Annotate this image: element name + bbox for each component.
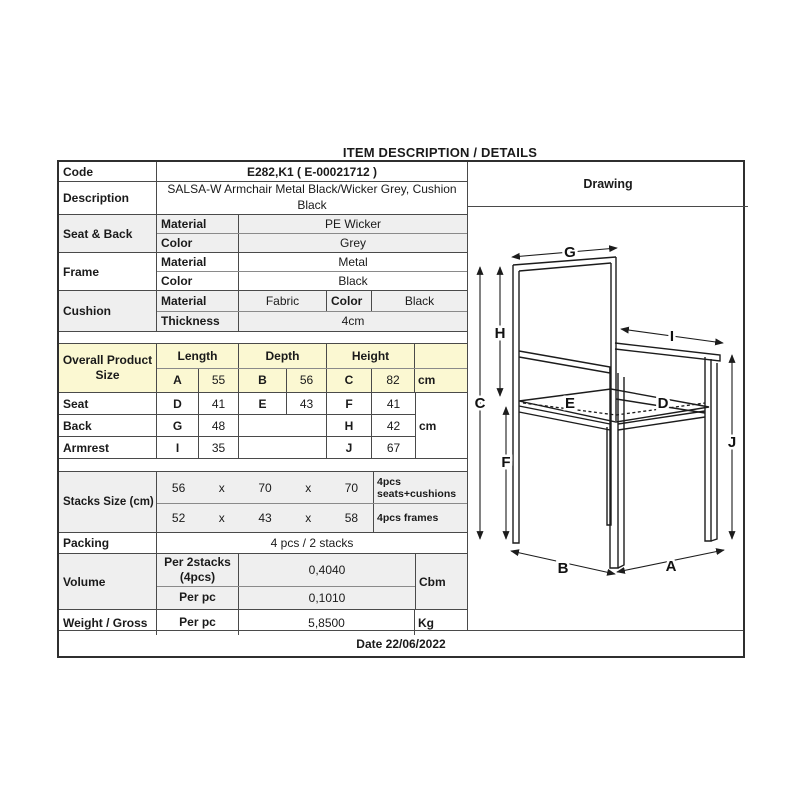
stack-x: x <box>218 511 225 526</box>
cushion-color-label: Color <box>327 291 372 311</box>
dim-key-g: G <box>157 415 199 436</box>
dim-key-b: B <box>239 369 287 393</box>
dim-value-h: 42 <box>386 418 401 433</box>
seat-back-color-value: Grey <box>339 236 366 250</box>
stack-dim: 43 <box>258 511 272 526</box>
stack-dim: 58 <box>344 511 359 526</box>
weight-sub-label: Per pc <box>157 610 239 635</box>
weight-unit: Kg <box>418 615 434 630</box>
cushion-material-label: Material <box>157 291 239 311</box>
overall-size-body <box>157 344 467 392</box>
weight-value: 5,8500 <box>239 610 415 635</box>
table-row <box>59 437 415 458</box>
overall-size-values <box>157 369 467 393</box>
dim-key-a: A <box>157 369 199 393</box>
table-row <box>157 272 467 290</box>
frame-color-value: Black <box>338 274 368 288</box>
table-row <box>157 504 467 532</box>
table-row <box>157 312 467 332</box>
back-row-label: Back <box>59 415 157 436</box>
dim-key-c: C <box>327 369 372 393</box>
dim-value-f: 41 <box>386 396 401 411</box>
stack-dimensions <box>157 504 374 532</box>
weight-label: Weight / Gross <box>59 610 157 635</box>
part-sizes-rows <box>59 393 415 458</box>
stack-x: x <box>305 511 312 526</box>
overall-size-header-section <box>59 344 467 393</box>
dim-key-j: J <box>327 437 372 458</box>
cushion-body <box>157 291 467 331</box>
armrest-row-label: Armrest <box>59 437 157 458</box>
stack-note: 4pcs seats+cushions <box>377 475 457 500</box>
volume-row1-value: 0,4040 <box>308 563 346 578</box>
seat-back-body <box>157 215 467 252</box>
overall-size-label: Overall Product Size <box>59 344 157 392</box>
stack-dimensions <box>157 472 374 503</box>
packing-label: Packing <box>59 533 157 553</box>
drawing-header: Drawing <box>468 162 748 207</box>
dim-value-c: 82 <box>372 369 415 393</box>
cushion-section <box>59 291 467 332</box>
table-row <box>157 253 467 272</box>
size-column-headers <box>157 344 467 369</box>
stack-dim: 70 <box>344 480 359 495</box>
dim-label-a: A <box>665 558 677 575</box>
volume-unit: Cbm <box>415 554 467 609</box>
date-row <box>59 630 743 656</box>
seat-back-material-label: Material <box>157 215 239 233</box>
dim-label-j: J <box>727 434 737 451</box>
page-title: ITEM DESCRIPTION / DETAILS <box>342 145 538 160</box>
depth-header: Depth <box>239 344 327 368</box>
cushion-color-value: Black <box>404 293 435 308</box>
dimension-labels <box>475 244 737 577</box>
table-row <box>157 215 467 234</box>
overall-unit: cm <box>418 373 436 388</box>
dim-label-c: C <box>474 395 486 412</box>
packing-value: 4 pcs / 2 stacks <box>270 536 354 550</box>
dim-value-d: 41 <box>199 393 239 414</box>
chair-drawing <box>468 207 748 625</box>
spacer-row <box>59 459 467 472</box>
code-row <box>59 162 467 182</box>
dim-label-b: B <box>557 560 569 577</box>
length-header: Length <box>157 344 239 368</box>
dim-value-g: 48 <box>199 415 239 436</box>
table-row <box>157 587 415 609</box>
stacks-label: Stacks Size (cm) <box>59 472 157 532</box>
dim-label-i: I <box>669 328 675 345</box>
description-label: Description <box>59 182 157 214</box>
seat-back-section <box>59 215 467 253</box>
volume-row1-label: Per 2stacks (4pcs) <box>157 554 239 586</box>
stack-note: 4pcs frames <box>377 512 439 525</box>
dim-key-h: H <box>327 415 372 436</box>
cushion-label: Cushion <box>59 291 157 331</box>
spacer-row <box>59 332 467 344</box>
table-row <box>157 234 467 252</box>
dim-label-e: E <box>564 395 576 412</box>
spec-table <box>57 160 745 658</box>
dim-label-h: H <box>494 325 506 342</box>
date-value: Date 22/06/2022 <box>356 636 446 651</box>
volume-row2-value: 0,1010 <box>308 591 346 606</box>
seat-row-label: Seat <box>59 393 157 414</box>
cushion-material-value: Fabric <box>239 291 327 311</box>
part-sizes-unit: cm <box>415 393 467 458</box>
table-row <box>157 472 467 504</box>
empty-cell <box>239 415 327 436</box>
frame-section <box>59 253 467 291</box>
dim-key-e: E <box>239 393 287 414</box>
cushion-thickness-label: Thickness <box>157 312 239 332</box>
part-sizes-section <box>59 393 467 459</box>
stack-dim: 70 <box>258 480 272 495</box>
dim-label-d: D <box>657 395 669 412</box>
description-value: SALSA-W Armchair Metal Black/Wicker Grey, Cushion Black <box>167 182 457 212</box>
table-row <box>157 554 415 587</box>
unit-header-empty <box>415 344 467 368</box>
frame-label: Frame <box>59 253 157 290</box>
description-row <box>59 182 467 215</box>
details-column <box>59 162 467 630</box>
seat-back-material-value: PE Wicker <box>324 217 381 231</box>
dim-label-g: G <box>564 244 576 261</box>
dim-value-a: 55 <box>199 369 239 393</box>
stack-x: x <box>218 480 225 495</box>
table-row <box>59 415 415 437</box>
table-row <box>59 393 415 415</box>
table-row <box>157 291 467 312</box>
chair-frame <box>513 257 720 568</box>
volume-label: Volume <box>59 554 157 609</box>
dim-value-b: 56 <box>287 369 327 393</box>
volume-body <box>157 554 415 609</box>
frame-color-label: Color <box>157 272 239 290</box>
frame-body <box>157 253 467 290</box>
dim-key-d: D <box>157 393 199 414</box>
table-main <box>59 162 743 630</box>
code-value: E282,K1 ( E-00021712 ) <box>246 164 378 179</box>
frame-material-label: Material <box>157 253 239 271</box>
volume-section <box>59 554 467 610</box>
stack-dim: 52 <box>171 511 186 526</box>
volume-row2-label: Per pc <box>157 587 239 609</box>
dim-label-f: F <box>501 454 511 471</box>
stacks-body <box>157 472 467 532</box>
seat-back-color-label: Color <box>157 234 239 252</box>
dim-key-f: F <box>327 393 372 414</box>
drawing-column <box>467 162 748 630</box>
stack-x: x <box>305 480 312 495</box>
stacks-section <box>59 472 467 533</box>
stack-dim: 56 <box>171 480 186 495</box>
dim-value-e: 43 <box>287 393 327 414</box>
frame-material-value: Metal <box>338 255 368 269</box>
drawing-area <box>468 207 748 630</box>
dim-key-i: I <box>157 437 199 458</box>
seat-back-label: Seat & Back <box>59 215 157 252</box>
height-header: Height <box>327 344 415 368</box>
cushion-thickness-value: 4cm <box>341 314 365 329</box>
empty-cell <box>239 437 327 458</box>
code-label: Code <box>59 162 157 181</box>
dim-value-j: 67 <box>386 440 401 455</box>
dim-value-i: 35 <box>199 437 239 458</box>
packing-row <box>59 533 467 554</box>
